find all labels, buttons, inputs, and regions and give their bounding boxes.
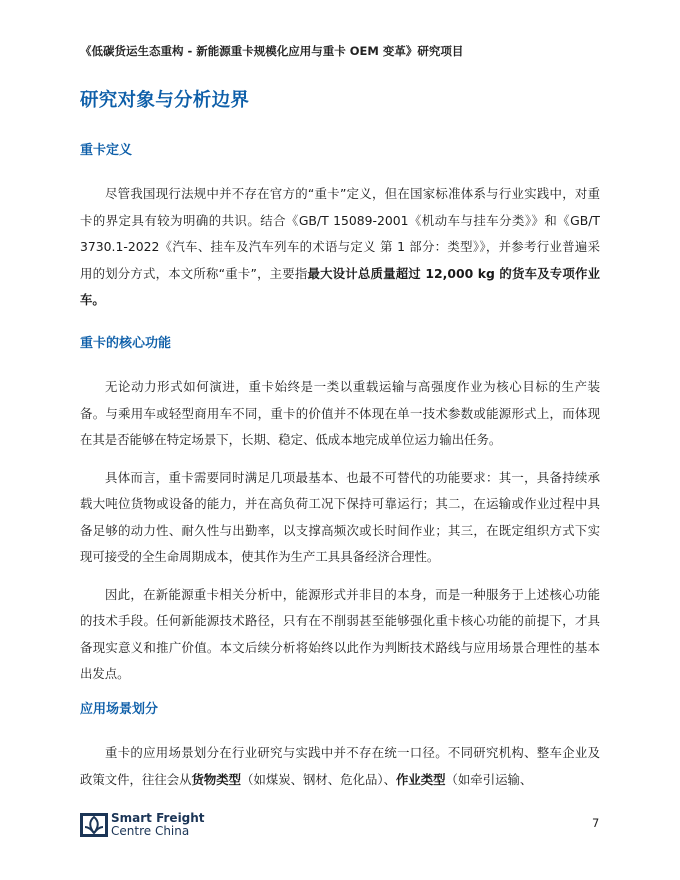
leaf-logo-icon — [80, 813, 108, 837]
paragraph-text: （如牵引运输、 — [445, 771, 533, 787]
paragraph: 无论动力形式如何演进，重卡始终是一类以重载运输与高强度作业为核心目标的生产装备。与乘用车或轻型商用车不同，重卡的价值并不体现在单一技术参数或能源形式上，而体现在其是否能够在特定场景下，长期、稳定、低成本地完成单位运力输出任务。 — [80, 379, 600, 447]
section-core-function — [80, 332, 600, 688]
paragraph-bold-text: 作业类型 — [395, 771, 446, 787]
logo-line-1: Smart Freight — [111, 811, 205, 825]
running-header: 《低碳货运生态重构 - 新能源重卡规模化应用与重卡 OEM 变革》研究项目 — [80, 44, 464, 58]
paragraph — [80, 181, 600, 314]
section-heading: 重卡的核心功能 — [80, 336, 172, 351]
page-number: 7 — [592, 816, 600, 830]
paragraph-text: （如煤炭、钢材、危化品）、 — [241, 771, 396, 787]
smart-freight-logo — [80, 812, 205, 838]
page-title: 研究对象与分析边界 — [80, 90, 250, 111]
logo-line-2: Centre China — [111, 824, 190, 838]
paragraph: 具体而言，重卡需要同时满足几项最基本、也最不可替代的功能要求：其一，具备持续承载大吨位货物或设备的能力，并在高负荷工况下保持可靠运行；其二，在运输或作业过程中具备足够的动力性、耐久性与出勤率，以支撑高频次或长时间作业；其三，在既定组织方式下实现可接受的全生命周期成本，使其作为生产工具具备经济合理性。 — [80, 469, 600, 564]
paragraph-text: 重卡的应用场景划分在行业研究与实践中并不存在统一口径。不同研究机构、整车企业及政策文件，往往会从 — [80, 745, 600, 787]
section-definition — [80, 139, 600, 314]
section-heading: 应用场景划分 — [80, 702, 159, 717]
paragraph-text: 尽管我国现行法规中并不存在官方的“重卡”定义，但在国家标准体系与行业实践中，对重卡的界定具有较为明确的共识。结合《GB/T 15089-2001《机动车与挂车分类》》和《GB/T 3730.1-2022《汽车、挂车及汽车列车的术语与定义 第 1 部分：类型》》，并参考行业普遍采用的划分方式，本文所称“重卡”，主要指 — [80, 186, 600, 281]
paragraph: 因此，在新能源重卡相关分析中，能源形式并非目的本身，而是一种服务于上述核心功能的技术手段。任何新能源技术路径，只有在不削弱甚至能够强化重卡核心功能的前提下，才具备现实意义和推广价值。本文后续分析将始终以此作为判断技术路线与应用场景合理性的基本出发点。 — [80, 586, 600, 681]
paragraph-bold-text: 货物类型 — [191, 771, 242, 787]
paragraph-bold-text: 最大设计总质量超过 12,000 kg 的货车及专项作业车。 — [80, 265, 600, 307]
paragraph — [80, 740, 600, 793]
section-scenarios — [80, 698, 600, 793]
section-heading: 重卡定义 — [80, 143, 133, 158]
